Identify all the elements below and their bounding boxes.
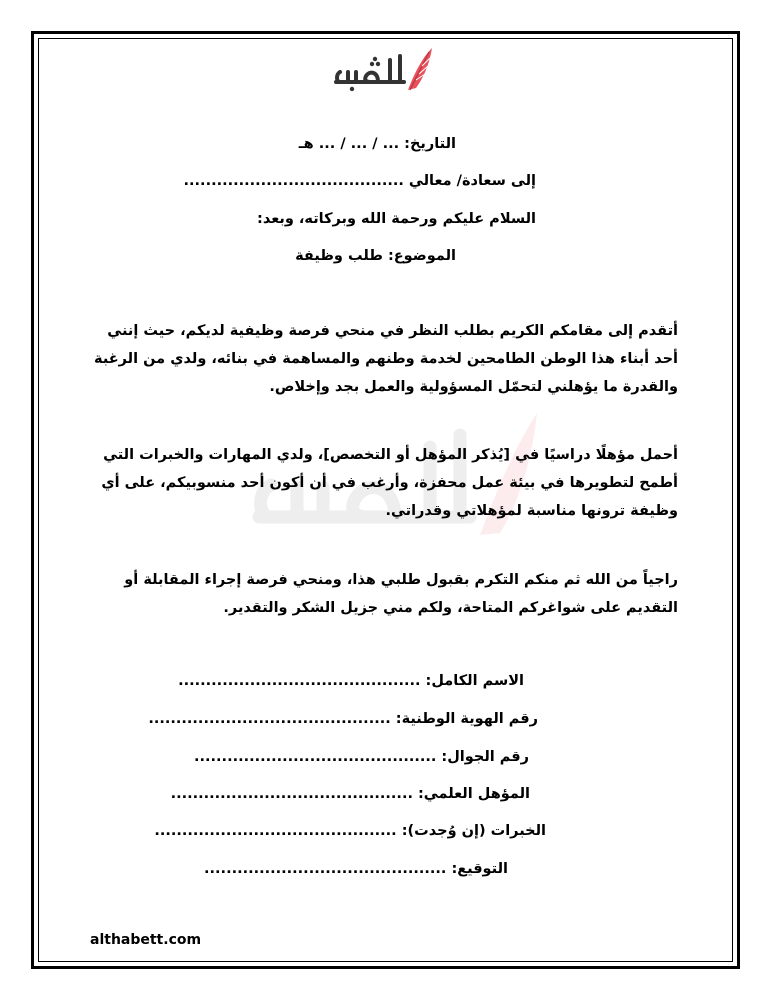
date-line: التاريخ: ... / ... / ... هـ [298, 136, 456, 152]
feather-icon [408, 48, 432, 90]
website-link[interactable]: althabett.com [90, 932, 202, 948]
subject-line: الموضوع: طلب وظيفة [295, 248, 456, 264]
full-name-field: الاسم الكامل: ............................................ [178, 673, 524, 689]
experience-field: الخبرات (إن وُجدت): ............................................ [154, 823, 546, 839]
national-id-field: رقم الهوية الوطنية: ............................................ [148, 711, 538, 727]
signature-field: التوقيع: ............................................ [204, 861, 508, 877]
paragraph-qualification: أحمل مؤهلًا دراسيًا في [يُذكر المؤهل أو التخصص]، ولدي المهارات والخبرات التي أطمح لتطويرها في بيئة عمل محفزة، وأرغب في أن أكون أحد منسوبيكم، على أي وظيفة ترونها مناسبة لمؤهلاتي وقدراتي. [101, 447, 678, 519]
greeting-line: السلام عليكم ورحمة الله وبركاته، وبعد: [257, 211, 536, 227]
mobile-field: رقم الجوال: ............................................ [194, 749, 529, 765]
qualification-field: المؤهل العلمي: ............................................ [170, 786, 530, 802]
paragraph-closing: راجياً من الله ثم منكم التكرم بقبول طلبي هذا، ومنحي فرصة إجراء المقابلة أو التقديم على شواغركم المتاحة، ولكم مني جزيل الشكر والتقدير. [124, 572, 678, 616]
paragraph-intro: أتقدم إلى مقامكم الكريم بطلب النظر في منحي فرصة وظيفية لديكم، حيث إنني أحد أبناء هذا الوطن الطامحين لخدمة وطنهم والمساهمة في بنائه، ولدي من الرغبة والقدرة ما يؤهلني لتحمّل المسؤولية والعمل بجد وإخلاص. [94, 323, 678, 395]
recipient-line: إلى سعادة/ معالي ........................................ [183, 173, 536, 189]
logo [330, 44, 440, 94]
